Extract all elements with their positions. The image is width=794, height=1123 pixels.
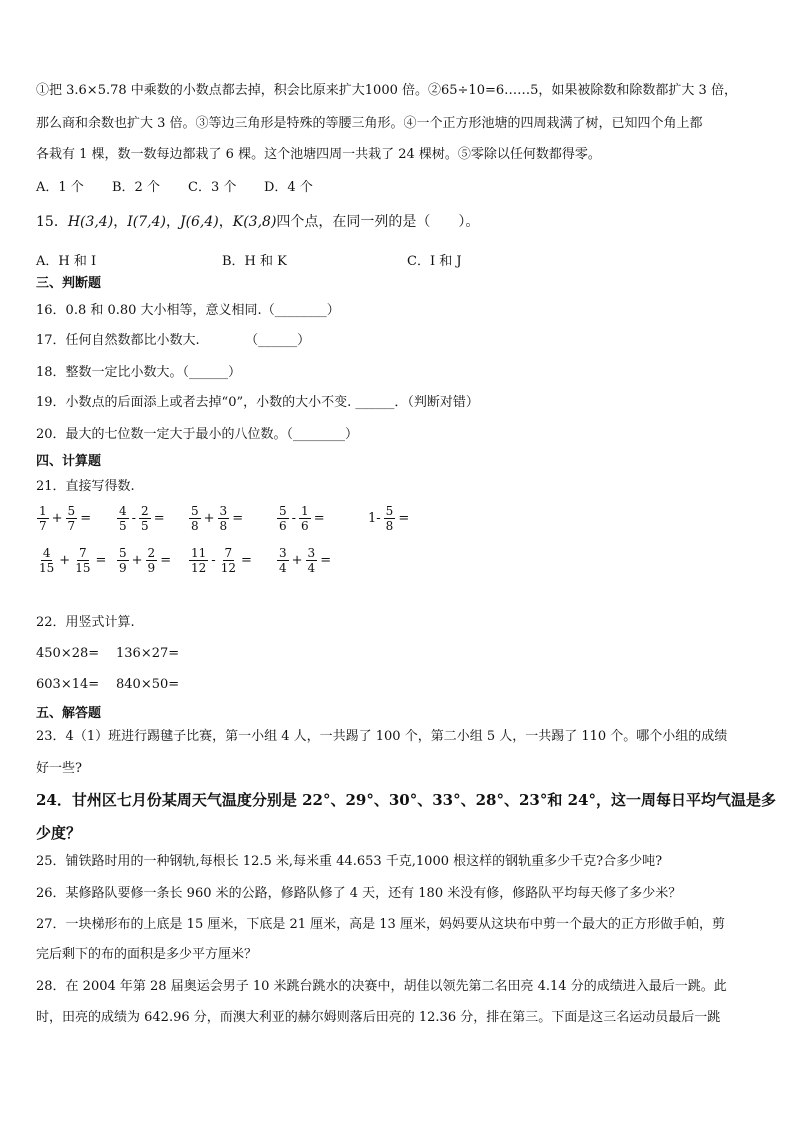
q15-number: 15．: [36, 214, 68, 230]
q17: 17．任何自然数都比小数大. （______）: [36, 333, 311, 348]
numerator: 1: [39, 504, 47, 518]
q27-line-2: 完后剩下的布的面积是多少平方厘米？: [36, 947, 258, 962]
operator: -: [131, 511, 137, 526]
fraction: [66, 504, 78, 533]
q26: 26．某修路队要修一条长 960 米的公路，修路队修了 4 天，还有 180 米没有修，修路队平均每天修了多少米？: [36, 886, 682, 901]
q18: 18．整数一定比小数大。（______）: [36, 365, 242, 380]
q15-option-b: B．H 和 K: [222, 254, 287, 269]
q14-options: [36, 176, 313, 195]
q21-expression-6: [36, 546, 108, 575]
equals-sign: =: [313, 511, 325, 526]
equals-sign: =: [320, 553, 332, 568]
q19: 19．小数点的后面添上或者去掉“0”，小数的大小不变. ______．（判断对错）: [36, 395, 479, 410]
q28-line-1: 28．在 2004 年第 28 届奥运会男子 10 米跳台跳水的决赛中，胡佳以领先第二名田亮 4.14 分的成绩进入最后一跳。此: [36, 979, 727, 994]
q15-point-i: I(7,4): [127, 214, 166, 230]
fraction: [218, 504, 230, 533]
equals-sign: =: [153, 511, 165, 526]
fraction: [146, 546, 158, 575]
equals-sign: =: [95, 553, 107, 568]
fraction: [189, 504, 201, 533]
q21-expression-5: [366, 504, 411, 533]
operator: +: [131, 553, 143, 568]
denominator: 12: [220, 561, 236, 575]
q22-title: 22．用竖式计算.: [36, 615, 135, 630]
fraction: [384, 504, 396, 533]
q23-line-1: 23．4（1）班进行踢毽子比赛，第一小组 4 人，一共踢了 100 个，第二小组 5 人，一共踢了 110 个。哪个小组的成绩: [36, 729, 728, 744]
q22-row-1: [36, 646, 179, 661]
denominator: 6: [279, 519, 287, 533]
fraction: [117, 546, 129, 575]
denominator: 8: [191, 519, 199, 533]
q14-option-d: D．4 个: [264, 180, 313, 195]
q15-tail: 四个点，在同一列的是（ ）。: [276, 214, 480, 230]
q15-option-a: A．H 和 I: [36, 254, 97, 269]
numerator: 7: [224, 546, 233, 560]
numerator: 5: [279, 504, 287, 518]
denominator: 15: [75, 561, 91, 575]
denominator: 9: [147, 561, 156, 575]
q22-expr-4: 840×50=: [116, 677, 180, 692]
numerator: 5: [191, 504, 199, 518]
operator: -: [211, 553, 216, 568]
q15-separator: ，: [218, 214, 233, 230]
denominator: 8: [385, 519, 394, 533]
q21-expression-9: [276, 546, 333, 575]
q15-point-h: H(3,4): [67, 214, 114, 230]
q24-line-1: 24．甘州区七月份某周天气温度分别是 22°、29°、30°、33°、28°、23°和 24°，这一周每日平均气温是多: [36, 791, 776, 809]
denominator: 5: [119, 519, 127, 533]
operator: -: [291, 511, 297, 526]
numerator: 2: [141, 504, 149, 518]
numerator: 4: [42, 546, 51, 560]
fraction: [299, 504, 311, 533]
denominator: 4: [279, 561, 287, 575]
q14-line-3: 各栽有 1 棵，数一数每边都栽了 6 棵。这个池塘四周一共栽了 24 棵树。⑤零除以任何数都得零。: [36, 147, 601, 162]
q21-expression-2: [116, 504, 167, 533]
fraction: [37, 546, 56, 575]
operator: +: [59, 553, 71, 568]
denominator: 5: [141, 519, 149, 533]
equals-sign: =: [80, 511, 92, 526]
q27-line-1: 27．一块梯形布的上底是 15 厘米，下底是 21 厘米，高是 13 厘米，妈妈要从这块布中剪一个最大的正方形做手帕，剪: [36, 917, 725, 932]
q15-separator: ，: [113, 214, 128, 230]
section-5-heading: 五、解答题: [36, 706, 102, 721]
equals-sign: =: [240, 553, 252, 568]
operator: +: [51, 511, 63, 526]
section-4-heading: 四、计算题: [36, 454, 102, 469]
numerator: 3: [279, 546, 287, 560]
numerator: 1: [301, 504, 309, 518]
q24-line-2: 少度？: [36, 824, 82, 842]
fraction: [219, 546, 238, 575]
q15-options: [36, 250, 462, 269]
numerator: 3: [219, 504, 228, 518]
q21-expression-4: [276, 504, 327, 533]
denominator: 12: [191, 561, 207, 575]
q22-expr-3: 603×14=: [36, 677, 100, 692]
q14-option-c: C．3 个: [188, 180, 237, 195]
operator: +: [291, 553, 303, 568]
q15-option-c: C．I 和 J: [407, 254, 462, 269]
fraction: [277, 546, 289, 575]
fraction: [37, 504, 49, 533]
q14-line-1: ①把 3.6×5.78 中乘数的小数点都去掉，积会比原来扩大1000 倍。②65÷10=6……5，如果被除数和除数都扩大 3 倍，: [36, 83, 737, 98]
numerator: 5: [67, 504, 76, 518]
denominator: 7: [67, 519, 76, 533]
numerator: 4: [119, 504, 127, 518]
denominator: 8: [219, 519, 228, 533]
q15-separator: ，: [165, 214, 180, 230]
equals-sign: =: [232, 511, 244, 526]
q21-expression-1: [36, 504, 93, 533]
fraction: [117, 504, 129, 533]
fraction: [73, 546, 92, 575]
section-3-heading: 三、判断题: [36, 276, 102, 291]
denominator: 15: [39, 561, 55, 575]
numerator: 5: [385, 504, 394, 518]
q21-expression-7: [116, 546, 173, 575]
q15-point-k: K(3,8): [232, 214, 277, 230]
operator: +: [203, 511, 215, 526]
fraction: [139, 504, 151, 533]
q21-title: 21．直接写得数.: [36, 479, 135, 494]
q20: 20．最大的七位数一定大于最小的八位数。（________）: [36, 427, 359, 442]
fraction: [306, 546, 318, 575]
q14-option-a: A．1 个: [36, 180, 84, 195]
equals-sign: =: [398, 511, 410, 526]
q21-expression-3: [188, 504, 245, 533]
equals-sign: =: [160, 553, 172, 568]
numerator: 11: [191, 546, 207, 560]
numerator: 2: [147, 546, 156, 560]
numerator: 3: [307, 546, 316, 560]
lead-term: 1-: [368, 511, 381, 526]
q16: 16．0.8 和 0.80 大小相等，意义相同.（________）: [36, 303, 340, 318]
denominator: 4: [307, 561, 316, 575]
q28-line-2: 时，田亮的成绩为 642.96 分，而澳大利亚的赫尔姆则落后田亮的 12.36 分，排在第三。下面是这三名运动员最后一跳: [36, 1010, 721, 1025]
q21-expression-8: [188, 546, 254, 575]
q22-expr-1: 450×28=: [36, 646, 100, 661]
q23-line-2: 好一些?: [36, 761, 82, 776]
numerator: 7: [79, 546, 87, 560]
q22-row-2: [36, 677, 179, 692]
q15-point-j: J(6,4): [179, 214, 219, 230]
q22-expr-2: 136×27=: [116, 646, 180, 661]
q14-option-b: B．2 个: [112, 180, 160, 195]
q15-stem: [36, 211, 479, 231]
fraction: [277, 504, 289, 533]
denominator: 7: [39, 519, 47, 533]
numerator: 5: [119, 546, 127, 560]
q25: 25．铺铁路时用的一种钢轨,每根长 12.5 米,每米重 44.653 千克,1000 根这样的钢轨重多少千克?合多少吨?: [36, 854, 663, 869]
fraction: [189, 546, 208, 575]
denominator: 9: [119, 561, 127, 575]
denominator: 6: [301, 519, 309, 533]
q14-line-2: 那么商和余数也扩大 3 倍。③等边三角形是特殊的等腰三角形。④一个正方形池塘的四周栽满了树，已知四个角上都: [36, 116, 703, 131]
